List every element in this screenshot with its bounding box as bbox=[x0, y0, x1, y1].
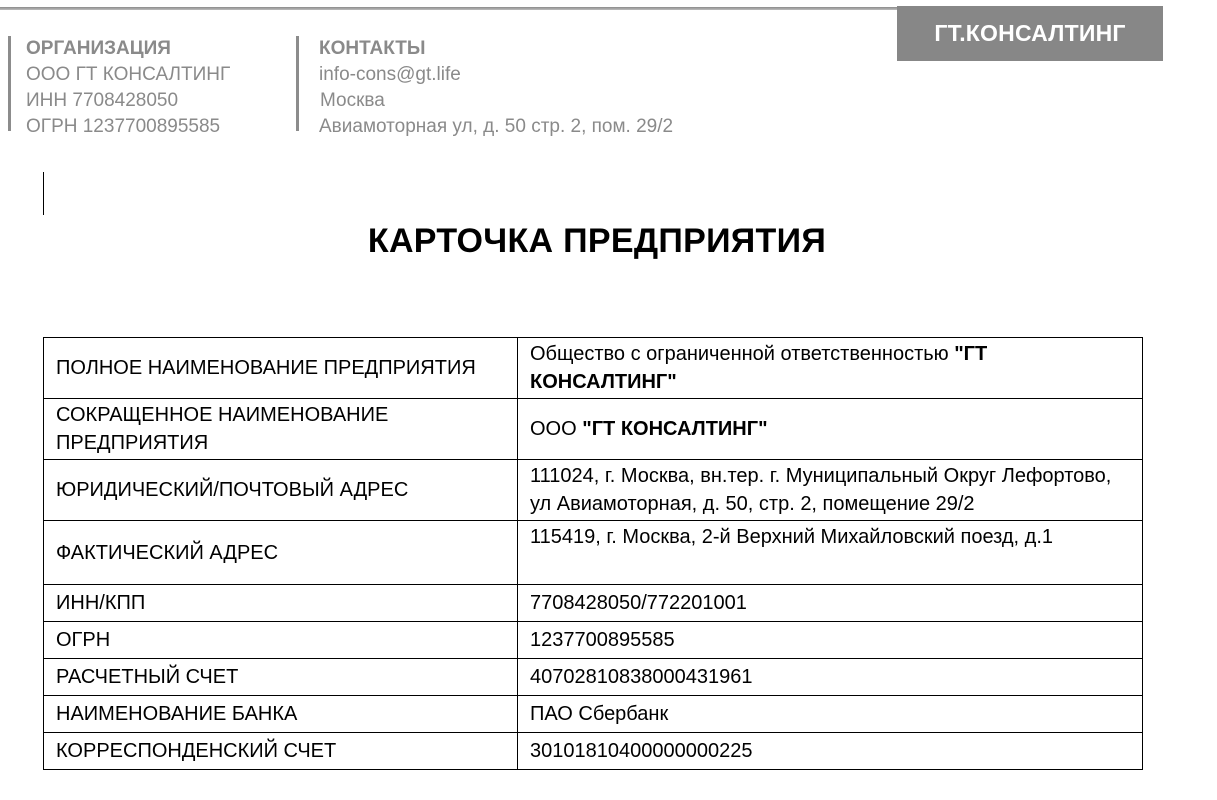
table-row bbox=[44, 460, 1143, 521]
table-row bbox=[44, 521, 1143, 585]
row-key: ОГРН bbox=[44, 622, 518, 659]
table-row bbox=[44, 338, 1143, 399]
table-row bbox=[44, 659, 1143, 696]
document-title: КАРТОЧКА ПРЕДПРИЯТИЯ bbox=[367, 222, 827, 260]
table-row bbox=[44, 733, 1143, 770]
text-cursor bbox=[43, 172, 44, 215]
header-top-rule bbox=[0, 7, 900, 10]
row-key: ПОЛНОЕ НАИМЕНОВАНИЕ ПРЕДПРИЯТИЯ bbox=[44, 338, 518, 399]
table-row bbox=[44, 696, 1143, 733]
organization-ogrn: ОГРН 1237700895585 bbox=[26, 116, 221, 137]
row-value: 115419, г. Москва, 2-й Верхний Михайловский поезд, д.1 bbox=[518, 521, 1143, 585]
row-key: НАИМЕНОВАНИЕ БАНКА bbox=[44, 696, 518, 733]
row-value: 111024, г. Москва, вн.тер. г. Муниципальный Округ Лефортово, ул Авиамоторная, д. 50, стр. 2, помещение 29/2 bbox=[518, 460, 1143, 521]
row-value-bold: "ГТ КОНСАЛТИНГ" bbox=[582, 418, 768, 440]
row-value bbox=[518, 338, 1143, 399]
organization-heading: ОРГАНИЗАЦИЯ bbox=[26, 38, 171, 59]
row-value: 30101810400000000225 bbox=[518, 733, 1143, 770]
contacts-heading: КОНТАКТЫ bbox=[319, 38, 426, 59]
table-row bbox=[44, 622, 1143, 659]
row-key: РАСЧЕТНЫЙ СЧЕТ bbox=[44, 659, 518, 696]
row-key: ИНН/КПП bbox=[44, 585, 518, 622]
brand-logo-box bbox=[897, 6, 1163, 61]
organization-block bbox=[8, 36, 231, 137]
contacts-address: Авиамоторная ул, д. 50 стр. 2, пом. 29/2 bbox=[319, 116, 674, 137]
row-key: СОКРАЩЕННОЕ НАИМЕНОВАНИЕ ПРЕДПРИЯТИЯ bbox=[44, 399, 518, 460]
table-row bbox=[44, 585, 1143, 622]
contacts-city: Москва bbox=[320, 90, 385, 111]
organization-inn: ИНН 7708428050 bbox=[26, 90, 179, 111]
row-key: ЮРИДИЧЕСКИЙ/ПОЧТОВЫЙ АДРЕС bbox=[44, 460, 518, 521]
row-value-prefix: ООО bbox=[530, 418, 583, 440]
row-value: 1237700895585 bbox=[518, 622, 1143, 659]
row-value: 40702810838000431961 bbox=[518, 659, 1143, 696]
contacts-block bbox=[296, 36, 674, 137]
row-key: КОРРЕСПОНДЕНСКИЙ СЧЕТ bbox=[44, 733, 518, 770]
row-value-prefix: Общество с ограниченной ответственностью bbox=[530, 343, 955, 365]
organization-name: ООО ГТ КОНСАЛТИНГ bbox=[26, 64, 231, 85]
row-value: ПАО Сбербанк bbox=[518, 696, 1143, 733]
table-row bbox=[44, 399, 1143, 460]
row-key: ФАКТИЧЕСКИЙ АДРЕС bbox=[44, 521, 518, 585]
contacts-email[interactable]: info-cons@gt.life bbox=[319, 64, 461, 85]
row-value: 7708428050/772201001 bbox=[518, 585, 1143, 622]
company-card-table bbox=[43, 337, 1143, 770]
brand-name: ГТ.КОНСАЛТИНГ bbox=[934, 20, 1126, 46]
row-value bbox=[518, 399, 1143, 460]
row-value-bold: "ГТ КОНСАЛТИНГ" bbox=[530, 343, 988, 393]
